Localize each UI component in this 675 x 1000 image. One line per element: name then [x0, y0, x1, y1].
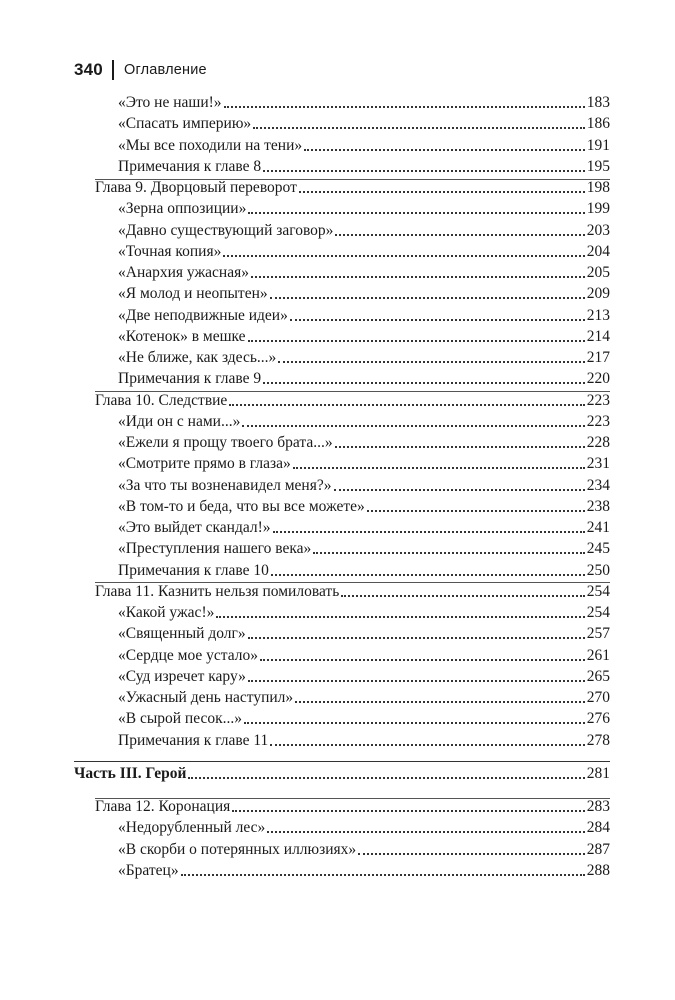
toc-page-number: 241: [586, 519, 610, 536]
toc-entry: [118, 241, 610, 262]
dot-leader: [313, 552, 584, 554]
toc-page-number: 223: [586, 412, 610, 430]
dot-leader: [181, 874, 585, 876]
toc-entry-title: «Котенок» в мешке: [118, 327, 246, 345]
dot-leader: [244, 722, 585, 724]
toc-entry: [118, 347, 610, 368]
dot-leader: [248, 340, 585, 342]
dot-leader: [290, 319, 585, 321]
toc-page-number: 199: [586, 200, 610, 218]
dot-leader: [304, 149, 585, 151]
toc-page-number: 250: [586, 561, 610, 579]
dot-leader: [335, 446, 585, 448]
toc-entry: [118, 666, 610, 687]
toc-entry: [118, 687, 610, 708]
toc-entry-title: «В том-то и беда, что вы все можете»: [118, 497, 365, 515]
toc-entry-title: «Преступления нашего века»: [118, 540, 312, 558]
toc-entry-title: Примечания к главе 8: [118, 157, 262, 175]
toc-entry-title: «Я молод и неопытен»: [118, 285, 268, 303]
toc-entry-title: «Анархия ужасная»: [118, 264, 249, 281]
toc-entry: [118, 860, 610, 881]
dot-leader: [367, 510, 585, 512]
toc-page-number: 270: [586, 689, 610, 706]
toc-entry-title: «Иди он с нами...»: [118, 412, 241, 430]
toc-entry: [118, 645, 610, 666]
toc-page-number: 183: [586, 94, 610, 111]
toc-page-number: 204: [586, 242, 610, 260]
toc-entry: [118, 305, 610, 326]
dot-leader: [295, 701, 585, 703]
toc-page-number: 228: [586, 434, 610, 451]
toc-entry-title: «В сырой песок...»: [118, 710, 243, 728]
dot-leader: [248, 637, 585, 639]
dot-leader: [270, 297, 585, 299]
toc-chapter: [95, 177, 610, 198]
toc-entry-title: «Это выйдет скандал!»: [118, 519, 271, 536]
toc-page-number: 257: [586, 625, 610, 643]
toc-part: [74, 763, 610, 784]
toc-entry: [118, 708, 610, 729]
toc-entry: [118, 817, 610, 838]
toc-entry: [118, 262, 610, 283]
dot-leader: [232, 810, 585, 812]
toc-entry: [118, 475, 610, 496]
toc-page-number: 287: [586, 840, 610, 858]
toc-page-number: 278: [586, 731, 610, 749]
toc-entry-title: «Спасать империю»: [118, 115, 252, 133]
toc-entry-title: Глава 11. Казнить нельзя помиловать: [95, 582, 340, 600]
toc-page-number: 261: [586, 646, 610, 664]
toc-entry: [118, 538, 610, 559]
dot-leader: [251, 276, 585, 278]
dot-leader: [358, 853, 585, 855]
toc-entry-title: «Это не наши!»: [118, 94, 222, 111]
toc-entry: [118, 517, 610, 538]
toc-entry-title: «Давно существующий заговор»: [118, 221, 334, 239]
dot-leader: [263, 170, 585, 172]
dot-leader: [229, 404, 584, 406]
toc-entry: [118, 198, 610, 219]
toc-entry-title: «Сердце мое устало»: [118, 646, 258, 664]
toc-page-number: 281: [586, 764, 610, 782]
dot-leader: [270, 744, 584, 746]
toc-page-number: 223: [586, 391, 610, 409]
toc-entry: [118, 496, 610, 517]
toc-entry-title: Глава 12. Коронация: [95, 798, 231, 815]
dot-leader: [334, 489, 585, 491]
dot-leader: [248, 212, 584, 214]
toc-entry: [118, 220, 610, 241]
part-divider: [74, 761, 610, 762]
toc-entry-title: «Смотрите прямо в глаза»: [118, 455, 291, 473]
toc-page-number: 234: [586, 476, 610, 494]
toc-page-number: 217: [586, 349, 610, 366]
toc-entry-title: «За что ты возненавидел меня?»: [118, 476, 332, 494]
dot-leader: [335, 234, 584, 236]
dot-leader: [216, 616, 584, 618]
toc-entry-title: «Ежели я прощу твоего брата...»: [118, 434, 333, 451]
toc-page-number: 205: [586, 264, 610, 281]
toc-entry: [118, 560, 610, 581]
toc-entry: [118, 839, 610, 860]
toc-entry: [118, 411, 610, 432]
toc-entry-title: «Священный долг»: [118, 625, 246, 643]
toc-page-number: 265: [586, 667, 610, 685]
toc-entry: [118, 326, 610, 347]
toc-entry-title: «Не ближе, как здесь...»: [118, 349, 277, 366]
toc-entry-title: Глава 10. Следствие: [95, 391, 228, 409]
toc-entry-title: Примечания к главе 11: [118, 731, 269, 749]
toc-page-number: 198: [586, 179, 610, 196]
toc-entry: [118, 453, 610, 474]
dot-leader: [260, 659, 585, 661]
toc-entry: [118, 283, 610, 304]
dot-leader: [299, 191, 585, 193]
toc-entry-title: «Недорубленный лес»: [118, 819, 266, 837]
toc-page-number: 195: [586, 157, 610, 175]
toc-entry: [118, 602, 610, 623]
dot-leader: [253, 127, 585, 129]
toc-page-number: 203: [586, 221, 610, 239]
toc-entry: [118, 113, 610, 134]
toc-entry-title: Часть III. Герой: [74, 764, 187, 782]
toc-page-number: 284: [586, 819, 610, 837]
toc-chapter: [95, 390, 610, 411]
toc-entry: [118, 623, 610, 644]
toc-entry: [118, 432, 610, 453]
toc-entry: [118, 368, 610, 389]
page-number: 340: [74, 60, 103, 79]
toc-page-number: 231: [586, 455, 610, 473]
dot-leader: [248, 680, 585, 682]
toc-page-number: 288: [586, 861, 610, 879]
toc-page-number: 276: [586, 710, 610, 728]
toc-entry-title: «В скорби о потерянных иллюзиях»: [118, 840, 357, 858]
toc-entry-title: «Братец»: [118, 861, 179, 879]
toc-page-number: 254: [586, 604, 610, 621]
toc-page-number: 186: [586, 115, 610, 133]
toc-page-number: 254: [586, 582, 610, 600]
dot-leader: [242, 425, 584, 427]
dot-leader: [293, 467, 585, 469]
dot-leader: [273, 531, 585, 533]
dot-leader: [188, 777, 584, 779]
dot-leader: [267, 831, 584, 833]
toc-entry-title: «Две неподвижные идеи»: [118, 306, 288, 324]
toc-entry-title: «Зерна оппозиции»: [118, 200, 247, 218]
toc-entry-title: «Суд изречет кару»: [118, 667, 246, 685]
toc-page-number: 238: [586, 497, 610, 515]
toc-chapter: [95, 581, 610, 602]
toc-entry-title: Глава 9. Дворцовый переворот: [95, 179, 297, 196]
dot-leader: [271, 574, 585, 576]
toc-entry-title: «Какой ужас!»: [118, 604, 215, 621]
toc-page-number: 214: [586, 327, 610, 345]
toc-page-number: 209: [586, 285, 610, 303]
dot-leader: [223, 255, 584, 257]
dot-leader: [341, 595, 584, 597]
toc-entry-title: «Мы все походили на тени»: [118, 136, 303, 154]
toc-entry-title: Примечания к главе 10: [118, 561, 269, 579]
page-title: Оглавление: [123, 62, 207, 78]
toc-entry: [118, 135, 610, 156]
toc-page-number: 283: [586, 798, 610, 815]
toc-page-number: 191: [586, 136, 610, 154]
dot-leader: [263, 382, 585, 384]
toc-entry: [118, 730, 610, 751]
dot-leader: [278, 361, 584, 363]
toc-entry-title: «Ужасный день наступил»: [118, 689, 294, 706]
toc-page-number: 245: [586, 540, 610, 558]
toc-entry: [118, 156, 610, 177]
toc-page-number: 220: [586, 370, 610, 388]
toc-entry-title: «Точная копия»: [118, 242, 222, 260]
toc-chapter: [95, 796, 610, 817]
dot-leader: [224, 106, 585, 108]
toc-page-number: 213: [586, 306, 610, 324]
toc-entry-title: Примечания к главе 9: [118, 370, 262, 388]
toc-entry: [118, 92, 610, 113]
